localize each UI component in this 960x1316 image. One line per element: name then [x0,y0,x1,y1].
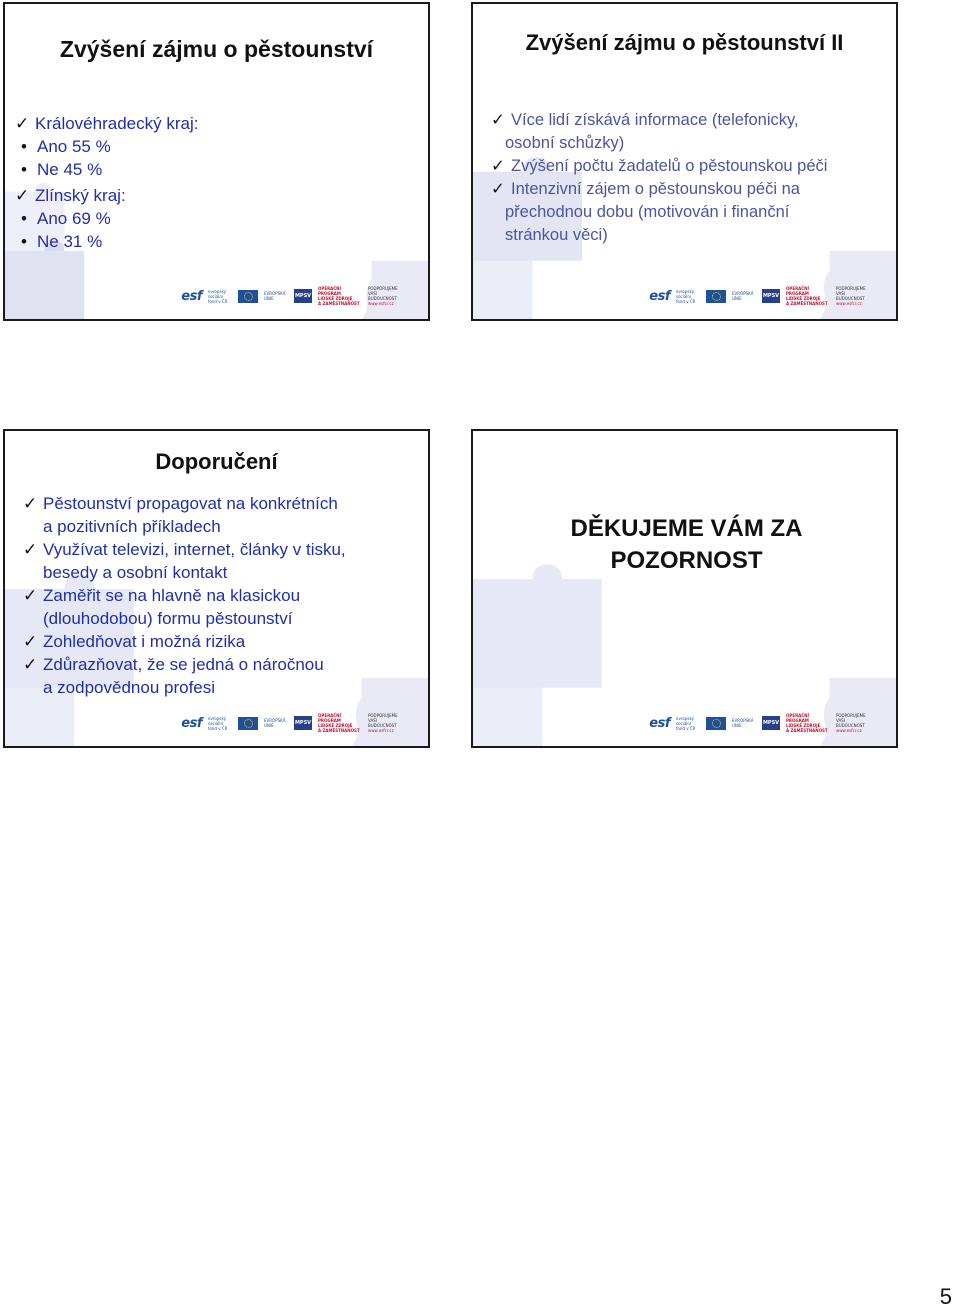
eu-logo-label: EVROPSKÁ UNIE [732,718,754,728]
mpsv-logo: MPSV [294,716,312,730]
esf-logo-subtitle: evropský sociální fond v ČR [676,715,696,731]
op-logo [318,713,362,733]
list-item [23,630,418,653]
mpsv-logo: MPSV [762,289,780,303]
op-logo-line: OPERAČNÍ PROGRAM [786,286,810,296]
slide-4 [471,429,898,748]
list-item-text: (dlouhodobou) formu pěstounství [43,609,293,628]
slide-title [487,513,886,577]
slide-title-line: POZORNOST [610,547,763,574]
check-icon: ✓ [23,540,38,559]
check-icon: ✓ [23,586,38,605]
list-item-text: Využívat televizi, internet, články v tisku, [43,540,346,559]
check-icon: ✓ [491,157,505,175]
eu-flag-icon [706,290,726,303]
support-logo [368,286,404,306]
list-item [15,135,415,158]
check-icon: ✓ [491,111,505,129]
esf-logo-subtitle: evropský sociální fond v ČR [208,288,228,304]
eu-flag-icon [238,290,258,303]
list-item-text: Zlínský kraj: [35,186,126,205]
list-item [15,158,415,181]
support-logo-line: PODPORUJEME [836,286,866,291]
support-logo [836,286,872,306]
op-logo-line: A ZAMĚSTNANOST [786,728,828,733]
list-item-text: Ano 55 % [37,137,111,156]
list-item-text: Více lidí získává informace (telefonicky, [511,111,799,129]
slide-footer-logos [649,287,872,305]
list-item-text: Ne 45 % [37,160,103,179]
slide-footer-logos [181,714,404,732]
support-logo-line: PODPORUJEME [368,286,398,291]
list-item [23,538,418,584]
bullet-list [15,112,415,253]
list-item-text: Zdůrazňovat, že se jedná o náročnou [43,655,324,674]
check-icon: ✓ [15,186,30,205]
slide-title: Zvýšení zájmu o pěstounství [59,36,374,62]
bullet-icon: • [21,137,27,156]
bullet-icon: • [21,160,27,179]
esf-logo: esf [181,288,202,304]
support-logo-line: PODPORUJEME [836,713,866,718]
check-icon: ✓ [491,180,505,198]
support-logo-line: VAŠI BUDOUCNOST [836,291,865,301]
list-item [15,184,415,207]
list-item-text: přechodnou dobu (motivován i finanční [505,203,790,221]
list-item [491,155,886,178]
eu-logo-label: EVROPSKÁ UNIE [732,291,754,301]
bullet-list [23,492,418,699]
op-logo [318,286,362,306]
list-item-text: Ano 69 % [37,209,111,228]
list-item [491,109,886,155]
support-logo-url: www.esfcr.cz [368,728,394,733]
slide-footer-logos [649,714,872,732]
slide-2 [471,2,898,321]
slide-title-line: DĚKUJEME VÁM ZA [570,515,803,542]
op-logo [786,713,830,733]
mpsv-logo: MPSV [762,716,780,730]
esf-logo-subtitle: evropský sociální fond v ČR [208,715,228,731]
support-logo [836,713,872,733]
slide-3 [3,429,430,748]
list-item-text: stránkou věci) [505,226,608,244]
slide-1 [3,2,430,321]
list-item-text: Intenzivní zájem o pěstounskou péči na [511,180,800,198]
esf-logo: esf [181,715,202,731]
list-item-text: a zodpovědnou profesi [43,678,216,697]
list-item [15,230,415,253]
esf-logo: esf [649,715,670,731]
list-item [491,178,886,247]
op-logo-line: A ZAMĚSTNANOST [318,728,360,733]
support-logo-url: www.esfcr.cz [368,301,394,306]
list-item-text: Zaměřit se na hlavně na klasickou [43,586,301,605]
page-number: 5 [939,1284,952,1309]
slide-footer-logos [181,287,404,305]
list-item [23,653,418,699]
eu-logo-label: EVROPSKÁ UNIE [264,291,286,301]
list-item-text: Pěstounství propagovat na konkrétních [43,494,338,513]
eu-flag-icon [238,717,258,730]
op-logo-line: OPERAČNÍ PROGRAM [786,713,810,723]
bullet-icon: • [21,232,27,251]
list-item-text: osobní schůzky) [505,134,625,152]
list-item-text: Královéhradecký kraj: [35,114,199,133]
op-logo-line: OPERAČNÍ PROGRAM [318,713,342,723]
bullet-icon: • [21,209,27,228]
support-logo-line: VAŠI BUDOUCNOST [836,718,865,728]
eu-flag-icon [706,717,726,730]
eu-logo-label: EVROPSKÁ UNIE [264,718,286,728]
check-icon: ✓ [23,632,38,651]
list-item [23,584,418,630]
op-logo-line: A ZAMĚSTNANOST [318,301,360,306]
slide-title: Zvýšení zájmu o pěstounství II [525,30,844,55]
op-logo [786,286,830,306]
support-logo-url: www.esfcr.cz [836,728,862,733]
support-logo-line: VAŠI BUDOUCNOST [368,291,397,301]
list-item [15,207,415,230]
list-item [15,112,415,135]
list-item-text: Zvýšení počtu žadatelů o pěstounskou péči [511,157,828,175]
list-item-text: Zohledňovat i možná rizika [43,632,246,651]
mpsv-logo: MPSV [294,289,312,303]
op-logo-line: A ZAMĚSTNANOST [786,301,828,306]
op-logo-line: LIDSKÉ ZDROJE [786,723,821,728]
esf-logo: esf [649,288,670,304]
op-logo-line: LIDSKÉ ZDROJE [318,723,353,728]
check-icon: ✓ [23,655,38,674]
op-logo-line: OPERAČNÍ PROGRAM [318,286,342,296]
list-item [23,492,418,538]
list-item-text: besedy a osobní kontakt [43,563,228,582]
list-item-text: a pozitivních příkladech [43,517,221,536]
support-logo [368,713,404,733]
op-logo-line: LIDSKÉ ZDROJE [786,296,821,301]
esf-logo-subtitle: evropský sociální fond v ČR [676,288,696,304]
support-logo-line: PODPORUJEME [368,713,398,718]
support-logo-line: VAŠI BUDOUCNOST [368,718,397,728]
slide-title: Doporučení [155,449,278,474]
support-logo-url: www.esfcr.cz [836,301,862,306]
list-item-text: Ne 31 % [37,232,103,251]
op-logo-line: LIDSKÉ ZDROJE [318,296,353,301]
check-icon: ✓ [15,114,30,133]
check-icon: ✓ [23,494,38,513]
bullet-list [491,109,886,247]
